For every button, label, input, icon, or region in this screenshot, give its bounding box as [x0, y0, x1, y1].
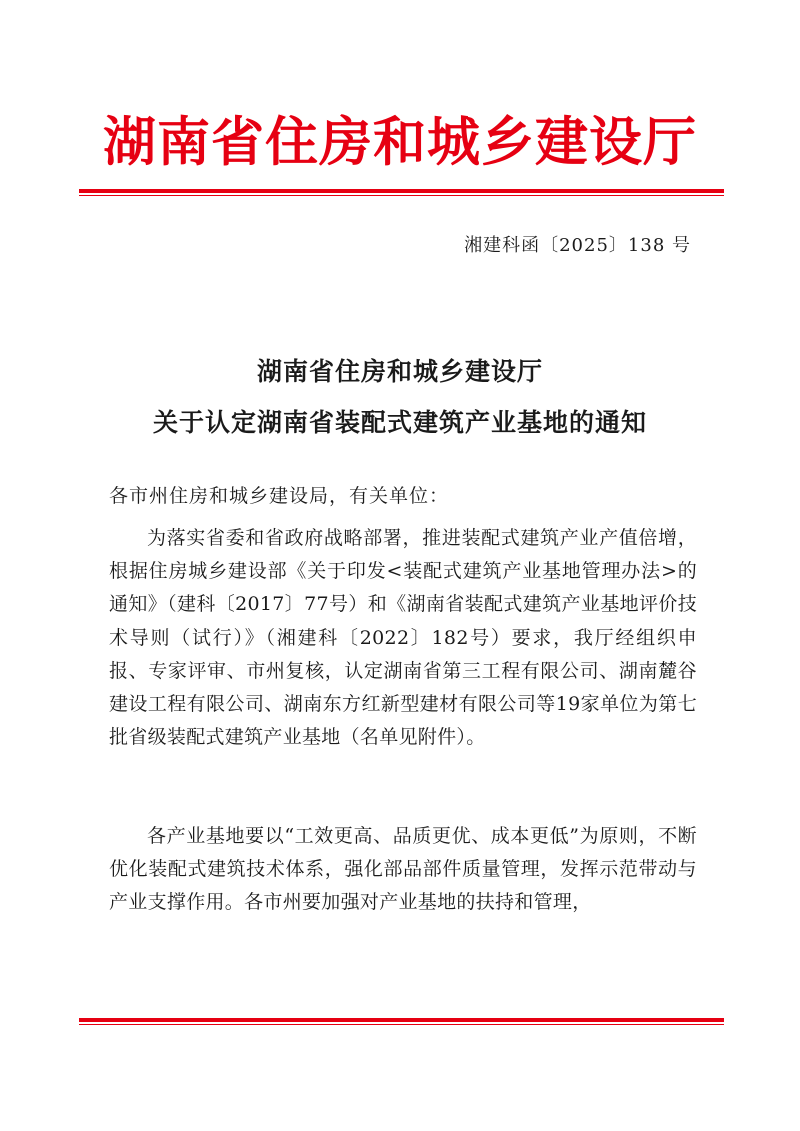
body-paragraph-1: 为落实省委和省政府战略部署，推进装配式建筑产业产值倍增，根据住房城乡建设部《关于印发<装配式建筑产业基地管理办法>的通知》（建科〔2017〕77号）和《湖南省装配式建筑产业基地评价技术导则（试行）》（湘建科〔2022〕182号）要求，我厅经组织申报、专家评审、市州复核，认定湖南省第三工程有限公司、湖南麓谷建设工程有限公司、湖南东方红新型建材有限公司等19家单位为第七批省级装配式建筑产业基地（名单见附件）。 [109, 527, 697, 749]
header-divider [79, 189, 724, 196]
header-divider-thick-line [79, 189, 724, 193]
header-divider-thin-line [79, 195, 724, 196]
footer-divider-thin-line [79, 1024, 724, 1025]
salutation: 各市州住房和城乡建设局，有关单位： [109, 485, 450, 507]
document-title-line-1: 湖南省住房和城乡建设厅 [256, 357, 543, 386]
body-paragraph-2: 各产业基地要以“工效更高、品质更优、成本更低”为原则，不断优化装配式建筑技术体系，强化部品部件质量管理，发挥示范带动与产业支撑作用。各市州要加强对产业基地的扶持和管理， [109, 825, 697, 914]
footer-divider [79, 1018, 724, 1025]
agency-masthead: 湖南省住房和城乡建设厅 [103, 112, 697, 173]
document-number: 湘建科函〔2025〕138 号 [464, 235, 691, 256]
footer-divider-thick-line [79, 1018, 724, 1022]
document-title-line-2: 关于认定湖南省装配式建筑产业基地的通知 [152, 408, 647, 437]
